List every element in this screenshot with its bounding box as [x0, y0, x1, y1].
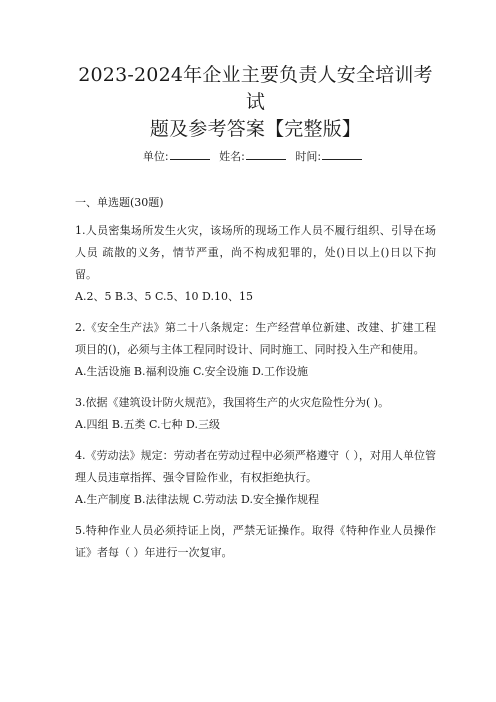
document-title	[75, 62, 436, 143]
info-fields	[75, 149, 436, 165]
time-blank	[322, 150, 362, 160]
question-block	[75, 520, 436, 564]
question-stem: 5.特种作业人员必须持证上岗，严禁无证操作。取得《特种作业人员操作证》者每（ ）年进行一次复审。	[75, 524, 436, 559]
question-options: A.2、5 B.3、5 C.5、10 D.10、15	[75, 290, 253, 303]
question-options: A.四组 B.五类 C.七种 D.三级	[75, 418, 220, 431]
title-line-2: 题及参考答案【完整版】	[149, 118, 362, 140]
question-stem: 4.《劳动法》规定：劳动者在劳动过程中必须严格遵守（ ），对用人单位管理人员违章指挥、强令冒险作业，有权拒绝执行。	[75, 449, 436, 484]
unit-blank	[170, 150, 210, 160]
time-label: 时间:	[295, 150, 322, 163]
question-stem: 1.人员密集场所发生火灾，该场所的现场工作人员不履行组织、引导在场人员 疏散的义务，情节严重，尚不构成犯罪的，处()日以上()日以下拘留。	[75, 224, 436, 281]
title-line-1: 2023-2024年企业主要负责人安全培训考试	[78, 64, 433, 113]
question-block	[75, 220, 436, 305]
question-block	[75, 392, 436, 433]
question-block	[75, 445, 436, 508]
question-stem: 2.《安全生产法》第二十八条规定：生产经营单位新建、改建、扩建工程项目的()，必须与主体工程同时设计、同时施工、同时投入生产和使用。	[75, 321, 436, 356]
question-options: A.生产制度 B.法律法规 C.劳动法 D.安全操作规程	[75, 493, 319, 506]
question-stem: 3.依据《建筑设计防火规范》，我国将生产的火灾危险性分为( )。	[75, 396, 390, 409]
name-blank	[246, 150, 286, 160]
name-label: 姓名:	[219, 150, 245, 163]
question-options: A.生活设施 B.福利设施 C.安全设施 D.工作设施	[75, 365, 308, 378]
unit-label: 单位:	[142, 150, 169, 163]
section-heading: 一、单选题(30题)	[75, 196, 164, 209]
question-block	[75, 317, 436, 380]
